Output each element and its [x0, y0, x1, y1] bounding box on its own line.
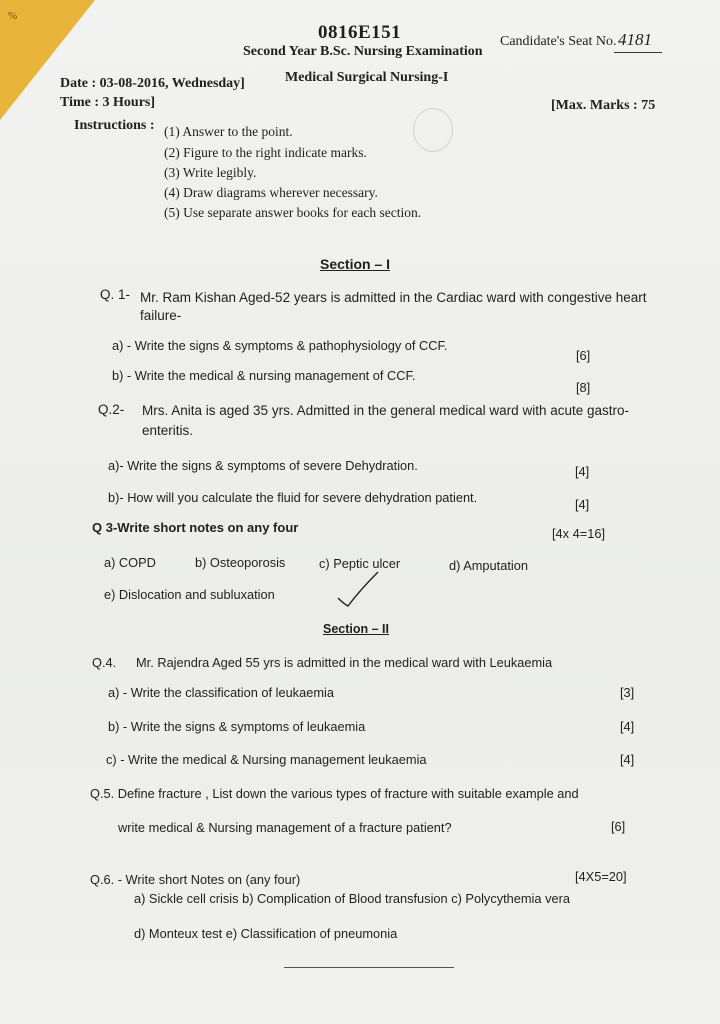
instructions-label: Instructions : — [74, 118, 155, 133]
q2-text: Mrs. Anita is aged 35 yrs. Admitted in the general medical ward with acute gastro- — [142, 403, 629, 418]
q4-c-marks: [4] — [620, 752, 635, 767]
paper-code: 0816E151 — [318, 22, 402, 43]
q4-label: Q.4. — [92, 655, 117, 670]
subject-title: Medical Surgical Nursing-I — [285, 70, 449, 85]
q3-e: e) Dislocation and subluxation — [104, 587, 275, 602]
q4-b-marks: [4] — [620, 719, 635, 734]
q3-a: a) COPD — [104, 555, 156, 570]
q3-heading: Q 3-Write short notes on any four — [92, 520, 299, 535]
q1-b-marks: [8] — [576, 380, 591, 395]
seat-label: Candidate's Seat No. — [500, 34, 617, 49]
q2-text-cont: enteritis. — [142, 423, 194, 438]
section-2-heading: Section – II — [323, 622, 389, 636]
q6-options-line-2: d) Monteux test e) Classification of pneumonia — [134, 926, 398, 941]
q3-d: d) Amputation — [449, 558, 528, 573]
q2-a-marks: [4] — [575, 464, 590, 479]
q3-b: b) Osteoporosis — [195, 555, 286, 570]
checkmark-icon — [334, 568, 382, 610]
exam-date: Date : 03-08-2016, Wednesday] — [60, 76, 245, 91]
exam-time: Time : 3 Hours] — [60, 95, 156, 110]
q2-label: Q.2- — [98, 402, 125, 417]
section-1-heading: Section – I — [320, 256, 391, 272]
q1-a-marks: [6] — [576, 348, 591, 363]
q5-marks: [6] — [611, 819, 626, 834]
max-marks: [Max. Marks : 75 — [551, 98, 656, 113]
q3-marks: [4x 4=16] — [552, 526, 606, 541]
end-of-paper-line — [284, 967, 454, 968]
q5-text: Q.5. Define fracture , List down the various types of fracture with suitable example and — [90, 786, 579, 801]
q4-text: Mr. Rajendra Aged 55 yrs is admitted in the medical ward with Leukaemia — [136, 655, 553, 670]
q6-options-line-1: a) Sickle cell crisis b) Complication of Blood transfusion c) Polycythemia vera — [134, 891, 570, 906]
q2-b: b)- How will you calculate the fluid for severe dehydration patient. — [108, 490, 478, 505]
instruction-item: (3) Write legibly. — [164, 165, 257, 180]
q6-heading: Q.6. - Write short Notes on (any four) — [90, 872, 301, 887]
q1-text-cont: failure- — [140, 308, 182, 323]
q2-b-marks: [4] — [575, 497, 590, 512]
corner-mark: % — [8, 10, 18, 22]
q4-a-marks: [3] — [620, 685, 635, 700]
seat-number: 4181 — [618, 30, 652, 49]
q4-b: b) - Write the signs & symptoms of leukaemia — [108, 719, 366, 734]
q2-a: a)- Write the signs & symptoms of severe Dehydration. — [108, 458, 418, 473]
q4-c: c) - Write the medical & Nursing management leukaemia — [106, 752, 427, 767]
q1-text: Mr. Ram Kishan Aged-52 years is admitted in the Cardiac ward with congestive heart — [140, 290, 647, 305]
faint-stamp — [413, 108, 453, 152]
instruction-item: (2) Figure to the right indicate marks. — [164, 145, 367, 160]
q5-text-cont: write medical & Nursing management of a fracture patient? — [118, 820, 452, 835]
instruction-item: (1) Answer to the point. — [164, 124, 293, 139]
q4-a: a) - Write the classification of leukaemia — [108, 685, 334, 700]
q1-a: a) - Write the signs & symptoms & pathophysiology of CCF. — [112, 338, 448, 353]
instruction-item: (4) Draw diagrams wherever necessary. — [164, 185, 378, 200]
q1-b: b) - Write the medical & nursing management of CCF. — [112, 368, 416, 383]
exam-title: Second Year B.Sc. Nursing Examination — [243, 44, 483, 59]
instruction-item: (5) Use separate answer books for each section. — [164, 205, 422, 220]
q1-label: Q. 1- — [100, 287, 131, 302]
seat-underline — [614, 52, 662, 53]
q3-c: c) Peptic ulcer — [319, 556, 401, 571]
q6-marks: [4X5=20] — [575, 869, 627, 884]
